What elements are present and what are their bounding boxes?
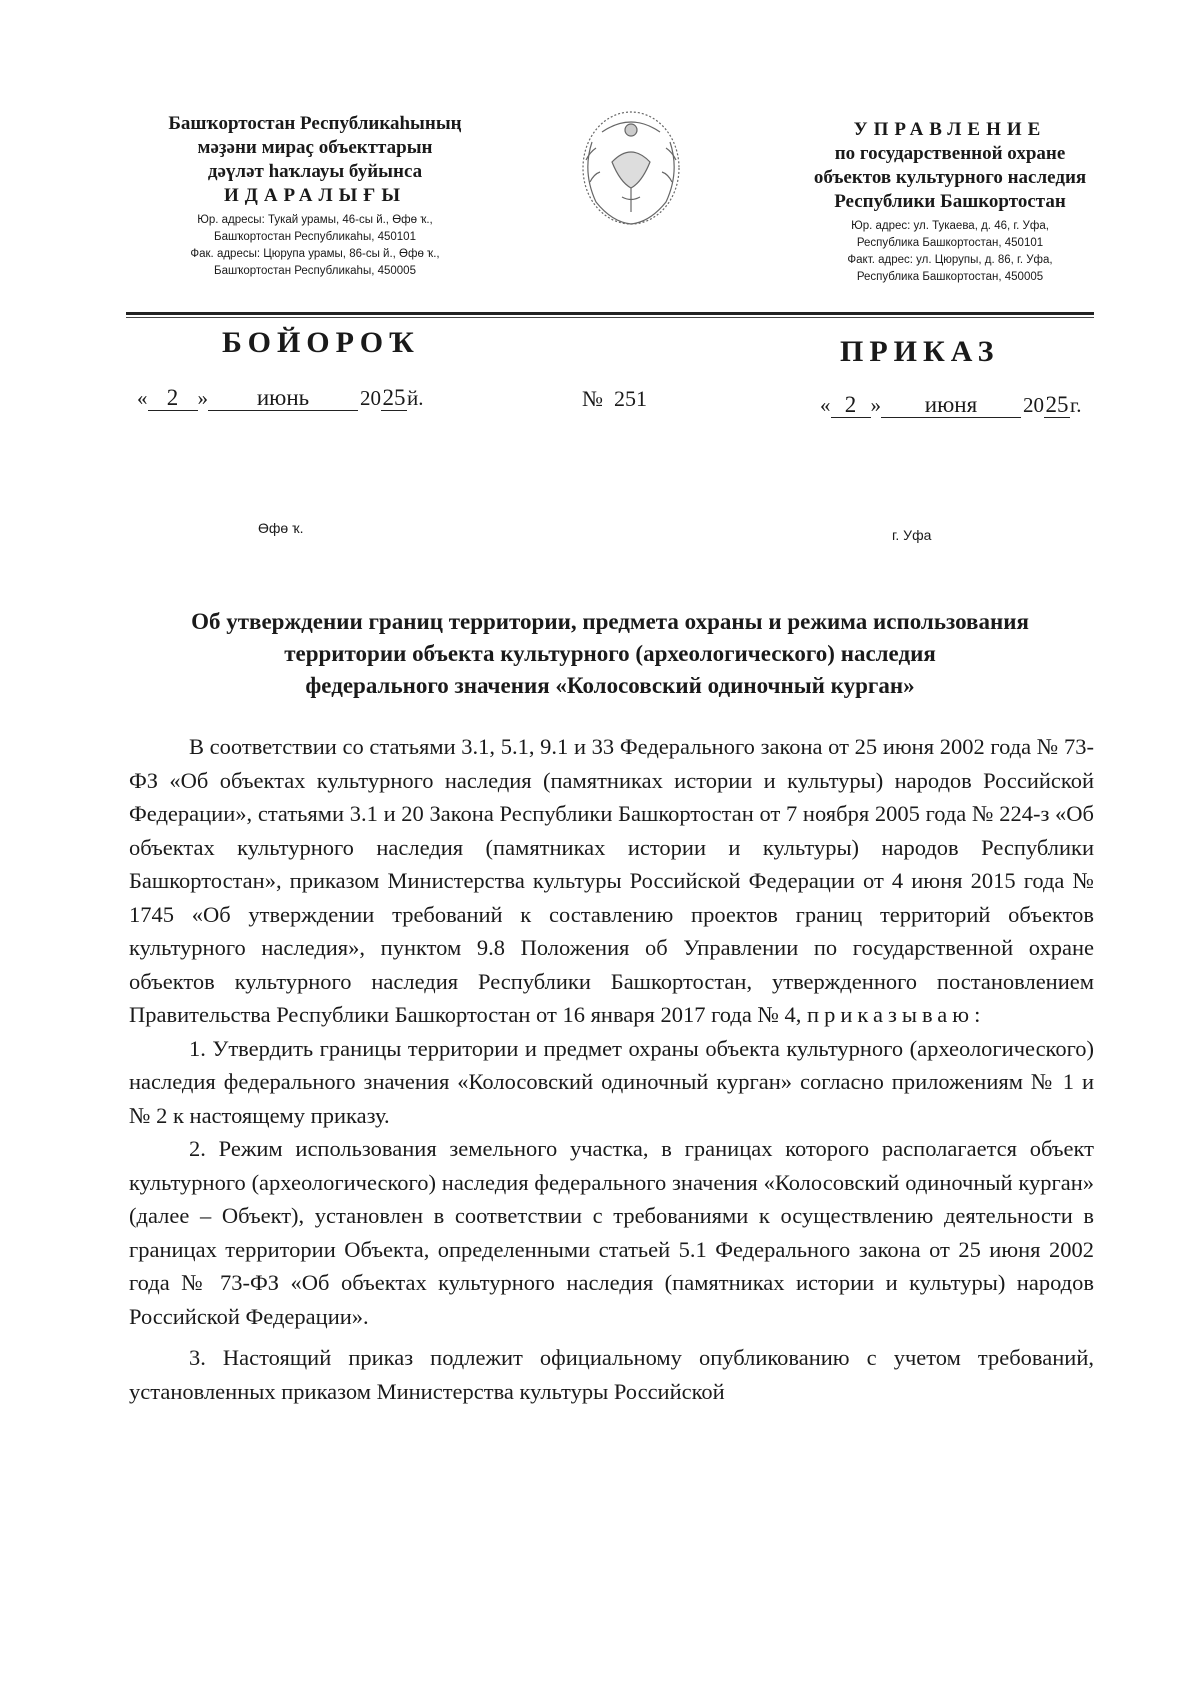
- address-line: Республика Башкортостан, 450005: [856, 271, 1044, 283]
- date-day: 2: [148, 386, 198, 411]
- body-item-2: 2. Режим использования земельного участка, в границах которого располагается объект культурного (археологического) наследия федерального значения «Колосовский одиночный курган» (далее – Объект), установлен в соответствии с требованиями к осуществлению деятельности в границах территории Объекта, определенными статьей 5.1 Федерального закона от 25 июня 2002 года № 73-ФЗ «Об объектах культурного наследия (памятниках истории и культуры) народов Российской Федерации».: [129, 1136, 1094, 1329]
- order-word: приказываю:: [807, 1002, 986, 1027]
- address-line: Юр. адрес: ул. Тукаева, д. 46, г. Уфа,: [851, 220, 1049, 232]
- header-left: [140, 112, 490, 280]
- header-divider-thin: [126, 317, 1094, 318]
- order-number: [582, 386, 647, 412]
- date-year-prefix: 20: [360, 386, 381, 410]
- header-left-agency: ИДАРАЛЫҒЫ: [223, 185, 407, 206]
- header-right-agency: УПРАВЛЕНИЕ: [853, 119, 1047, 140]
- city-right: г. Уфа: [892, 527, 932, 543]
- address-line: Башҡортостан Республикаһы, 450101: [214, 231, 416, 243]
- intro-text: В соответствии со статьями 3.1, 5.1, 9.1 и 33 Федерального закона от 25 июня 2002 года № 73-ФЗ «Об объектах культурного наследия (памятниках истории и культуры) народов Российской Федерации», статьями 3.1 и 20 Закона Республики Башкортостан от 7 ноября 2005 года № 224-з «Об объектах культурного наследия (памятниках истории и культуры) народов Республики Башкортостан», приказом Министерства культуры Российской Федерации от 4 июня 2015 года № 1745 «Об утверждении требований к составлению проектов границ территорий объектов культурного наследия», пунктом 9.8 Положения об Управлении по государственной охране объектов культурного наследия Республики Башкортостан, утвержденного постановлением Правительства Республики Башкортостан от 16 января 2017 года № 4,: [129, 734, 1094, 1027]
- date-day: 2: [831, 393, 871, 418]
- subject-line: Об утверждении границ территории, предмета охраны и режима использования: [191, 609, 1029, 634]
- body-item-1: 1. Утвердить границы территории и предмет охраны объекта культурного (археологического) наследия федерального значения «Колосовский одиночный курган» согласно приложениям № 1 и № 2 к настоящему приказу.: [129, 1035, 1094, 1128]
- header-left-line: мәҙәни мираҫ объекттарын: [197, 137, 433, 158]
- date-month: июнь: [208, 386, 358, 411]
- header-right-line: Республики Башкортостан: [834, 191, 1066, 212]
- date-year-suffix: 25: [382, 385, 406, 410]
- date-left: [137, 386, 424, 411]
- body-item-3: 3. Настоящий приказ подлежит официальному опубликованию с учетом требований, установленных приказом Министерства культуры Российской: [129, 1345, 1094, 1404]
- header-divider: [126, 312, 1094, 315]
- date-year-suffix: 25: [1045, 392, 1069, 417]
- header-left-address: [140, 212, 490, 280]
- address-line: Фак. адресы: Цюрупа урамы, 86-сы й., Өфө ҡ.,: [190, 248, 440, 260]
- quote-close: »: [870, 393, 881, 417]
- date-month: июня: [881, 393, 1021, 418]
- date-year-prefix: 20: [1023, 393, 1044, 417]
- number-sign: №: [582, 386, 603, 411]
- address-line: Республика Башкортостан, 450101: [856, 237, 1044, 249]
- header-right: [790, 118, 1110, 286]
- address-line: Факт. адрес: ул. Цюрупы, д. 86, г. Уфа,: [847, 254, 1053, 266]
- doc-type-left: БОЙОРОҠ: [222, 326, 420, 359]
- address-line: Башҡортостан Республикаһы, 450005: [214, 265, 416, 277]
- doc-type-right: ПРИКАЗ: [840, 335, 1000, 368]
- body-intro: [129, 730, 1094, 1032]
- header-left-line: Башҡортостан Республикаһының: [168, 113, 462, 134]
- document-subject: [130, 606, 1090, 702]
- header-left-line: дәүләт һаҡлауы буйынса: [207, 161, 423, 182]
- header-right-line: объектов культурного наследия: [813, 167, 1087, 188]
- date-suffix: г.: [1070, 393, 1082, 417]
- document-body: [129, 730, 1094, 1408]
- quote-close: »: [197, 386, 208, 410]
- bashkortostan-emblem-icon: [572, 102, 690, 230]
- header-right-address: [790, 218, 1110, 286]
- subject-line: федерального значения «Колосовский одиночный курган»: [305, 673, 915, 698]
- header-right-line: по государственной охране: [834, 143, 1066, 164]
- quote-open: «: [137, 386, 148, 410]
- date-suffix: й.: [407, 386, 424, 410]
- subject-line: территории объекта культурного (археологического) наследия: [284, 641, 936, 666]
- number-value: 251: [614, 386, 647, 411]
- city-left: Өфө ҡ.: [258, 520, 304, 536]
- quote-open: «: [820, 393, 831, 417]
- date-right: [820, 393, 1082, 418]
- address-line: Юр. адресы: Тукай урамы, 46-сы й., Өфө ҡ.,: [197, 214, 433, 226]
